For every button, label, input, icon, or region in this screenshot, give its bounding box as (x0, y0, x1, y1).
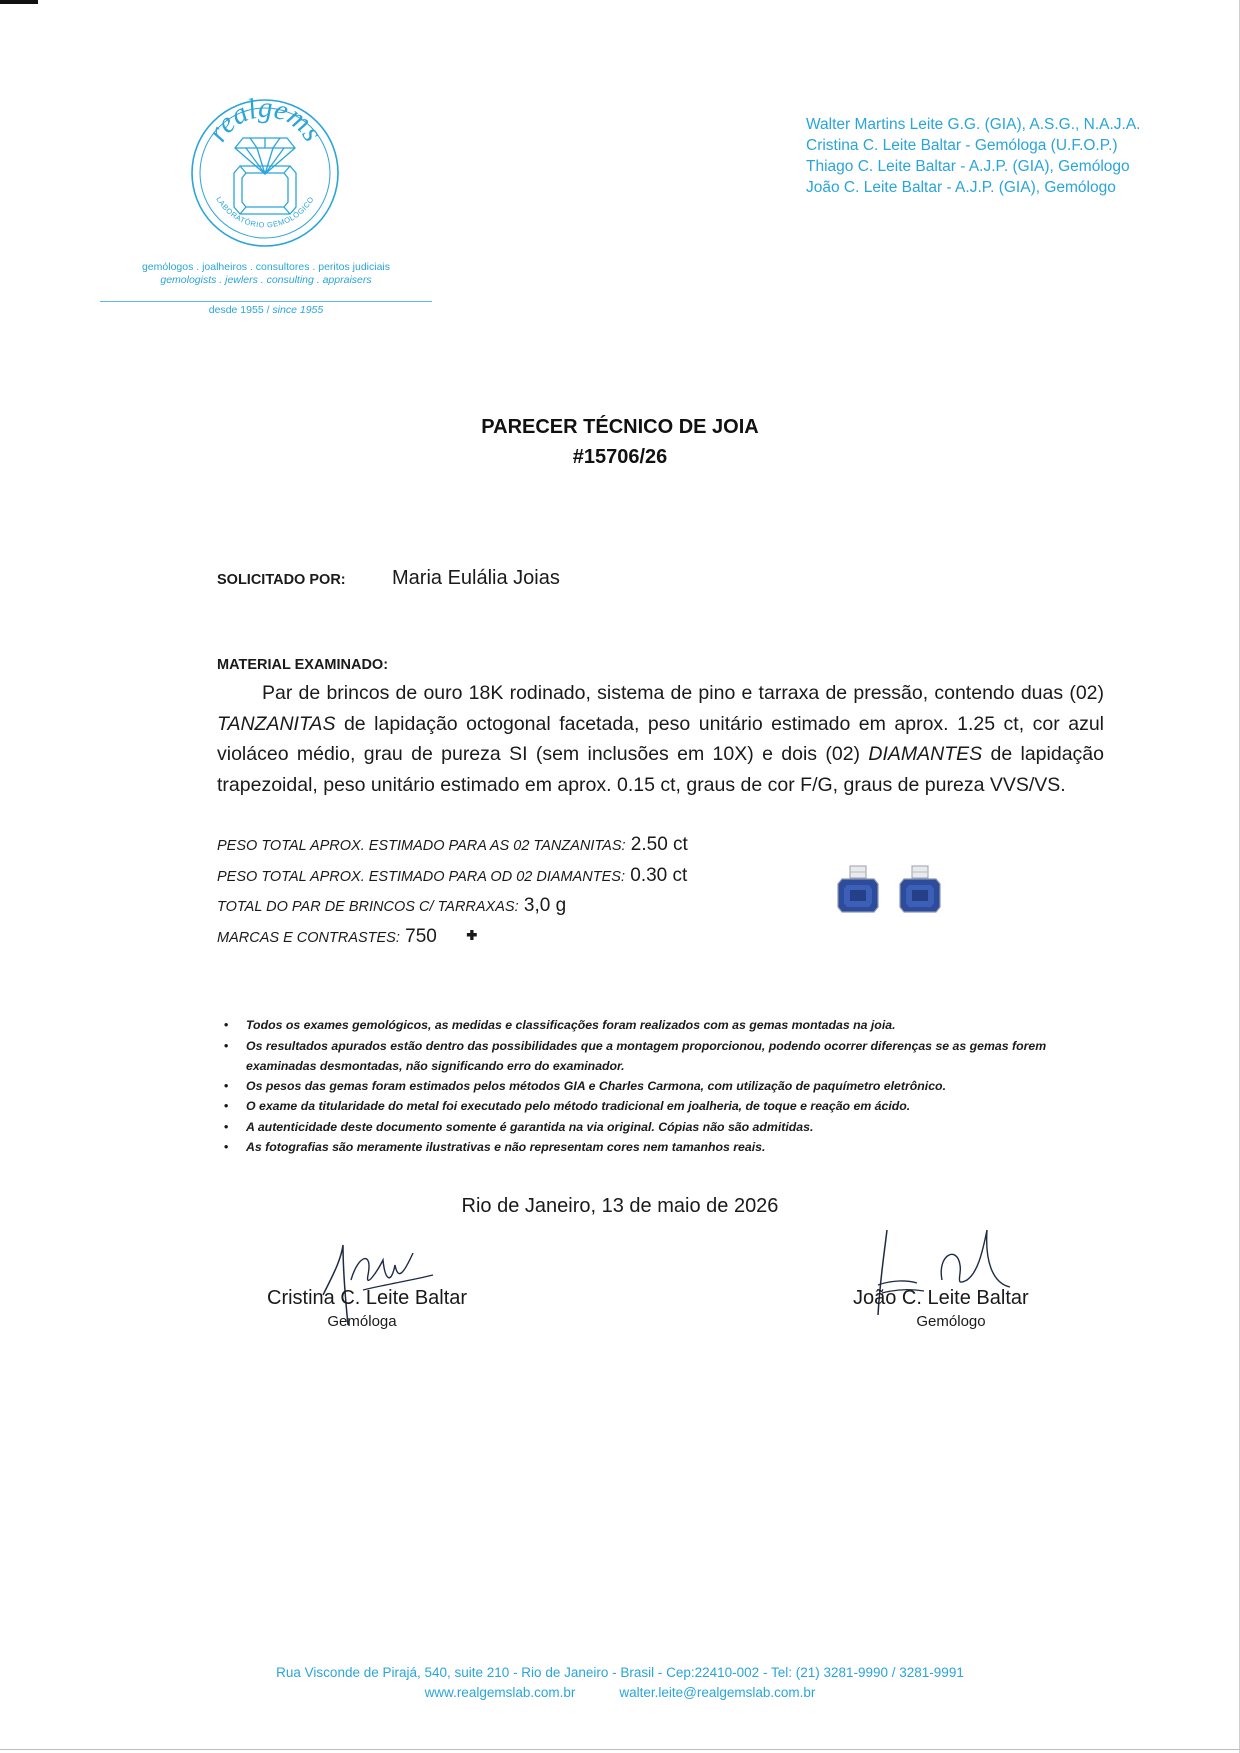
since-pt: desde 1955 / (208, 304, 270, 316)
disclaimer-notes (224, 1015, 1108, 1158)
note-item: • O exame da titularidade do metal foi executado pelo método tradicional em joalheria, de toque e reação em ácido. (224, 1096, 1108, 1117)
earring-photo (836, 865, 880, 913)
report-number: #15706/26 (572, 446, 668, 468)
spec-label: PESO TOTAL APROX. ESTIMADO PARA OD 02 DIAMANTES: (217, 869, 625, 885)
footer-email-link[interactable]: walter.leite@realgemslab.com.br (619, 1685, 816, 1700)
issue-date: Rio de Janeiro, 13 de maio de 2026 (461, 1195, 779, 1217)
logo-brand-text: realgems (201, 96, 329, 148)
spec-label: PESO TOTAL APROX. ESTIMADO PARA AS 02 TANZANITAS: (217, 838, 626, 854)
signer-name: João C. Leite Baltar (853, 1287, 1029, 1309)
spec-tanzanite-weight (217, 834, 688, 856)
requested-by-value: Maria Eulália Joias (392, 567, 560, 589)
note-item: • Os resultados apurados estão dentro das possibilidades que a montagem proporcionou, podendo ocorrer diferenças se as gemas forem examinadas desmontadas, não significando erro do examinador. (224, 1036, 1108, 1076)
page-edge-mark (0, 0, 38, 4)
report-title: PARECER TÉCNICO DE JOIA (481, 416, 759, 438)
material-part-2: de lapidação octogonal facetada, peso unitário estimado em aprox. 1.25 ct, cor azul violáceo médio, grau de pureza SI (sem inclusões em 10X) e dois (02) (217, 712, 1104, 765)
staff-line: Cristina C. Leite Baltar - Gemóloga (U.F.O.P.) (806, 137, 1118, 154)
hallmark-icon: 🞧 (466, 927, 478, 944)
staff-list (806, 114, 1140, 198)
material-label: MATERIAL EXAMINADO: (217, 657, 389, 673)
page-border-bottom (0, 1749, 1240, 1750)
staff-line: Thiago C. Leite Baltar - A.J.P. (GIA), Gemólogo (806, 158, 1130, 175)
spec-hallmarks (217, 926, 478, 948)
since-line (100, 304, 432, 316)
footer-website-link[interactable]: www.realgemslab.com.br (424, 1685, 576, 1700)
note-item: • A autenticidade deste documento somente é garantida na via original. Cópias não são admitidas. (224, 1117, 1108, 1138)
logo-ring-text: LABORATÓRIO GEMOLÓGICO (214, 194, 316, 230)
spec-label: MARCAS E CONTRASTES: (217, 930, 400, 946)
tagline-divider (100, 301, 432, 302)
staff-line: Walter Martins Leite G.G. (GIA), A.S.G., N.A.J.A. (806, 116, 1141, 133)
svg-text:LABORATÓRIO GEMOLÓGICO (214, 195, 315, 230)
footer-address: Rua Visconde de Pirajá, 540, suite 210 - Rio de Janeiro - Brasil - Cep:22410-002 - Tel: (21) 3281-9990 / 3281-9991 (276, 1665, 964, 1680)
signer-name: Cristina C. Leite Baltar (267, 1287, 468, 1309)
realgems-logo (188, 96, 342, 250)
signer-role: Gemóloga (327, 1313, 397, 1330)
footer-contacts (0, 1685, 1240, 1700)
earring-photo (898, 865, 942, 913)
spec-diamond-weight (217, 865, 687, 887)
gem-name-tanzanite: TANZANITAS (217, 712, 336, 735)
tagline-en: gemologists . jewlers . consulting . appraisers (160, 274, 372, 286)
note-item: • Os pesos das gemas foram estimados pelos métodos GIA e Charles Carmona, com utilização de paquímetro eletrônico. (224, 1076, 1108, 1097)
spec-total-weight (217, 895, 566, 917)
spec-value: 0.30 ct (630, 865, 688, 886)
spec-value: 2.50 ct (630, 834, 688, 855)
signer-role: Gemólogo (916, 1313, 986, 1330)
diamond-icon (235, 138, 295, 174)
material-part-1: Par de brincos de ouro 18K rodinado, sistema de pino e tarraxa de pressão, contendo duas (02) (262, 682, 1104, 704)
material-part-3: de lapidação trapezoidal, peso unitário estimado em aprox. 0.15 ct, graus de cor F/G, graus de pureza VVS/VS. (217, 743, 1104, 796)
spec-label: TOTAL DO PAR DE BRINCOS C/ TARRAXAS: (217, 899, 519, 915)
requested-by-label: SOLICITADO POR: (217, 572, 346, 588)
since-en: since 1955 (272, 304, 324, 316)
note-item: • As fotografias são meramente ilustrativas e não representam cores nem tamanhos reais. (224, 1137, 1108, 1158)
material-description (217, 678, 1104, 800)
gem-name-diamond: DIAMANTES (868, 743, 983, 765)
spec-value: 750 (405, 926, 437, 947)
note-item: • Todos os exames gemológicos, as medidas e classificações foram realizados com as gemas montadas na joia. (224, 1015, 1108, 1036)
emerald-cut-icon (234, 166, 296, 214)
staff-line: João C. Leite Baltar - A.J.P. (GIA), Gemólogo (806, 179, 1116, 196)
logo-tagline (100, 261, 432, 287)
spec-value: 3,0 g (523, 895, 567, 916)
tagline-pt: gemólogos . joalheiros . consultores . peritos judiciais (141, 261, 391, 273)
